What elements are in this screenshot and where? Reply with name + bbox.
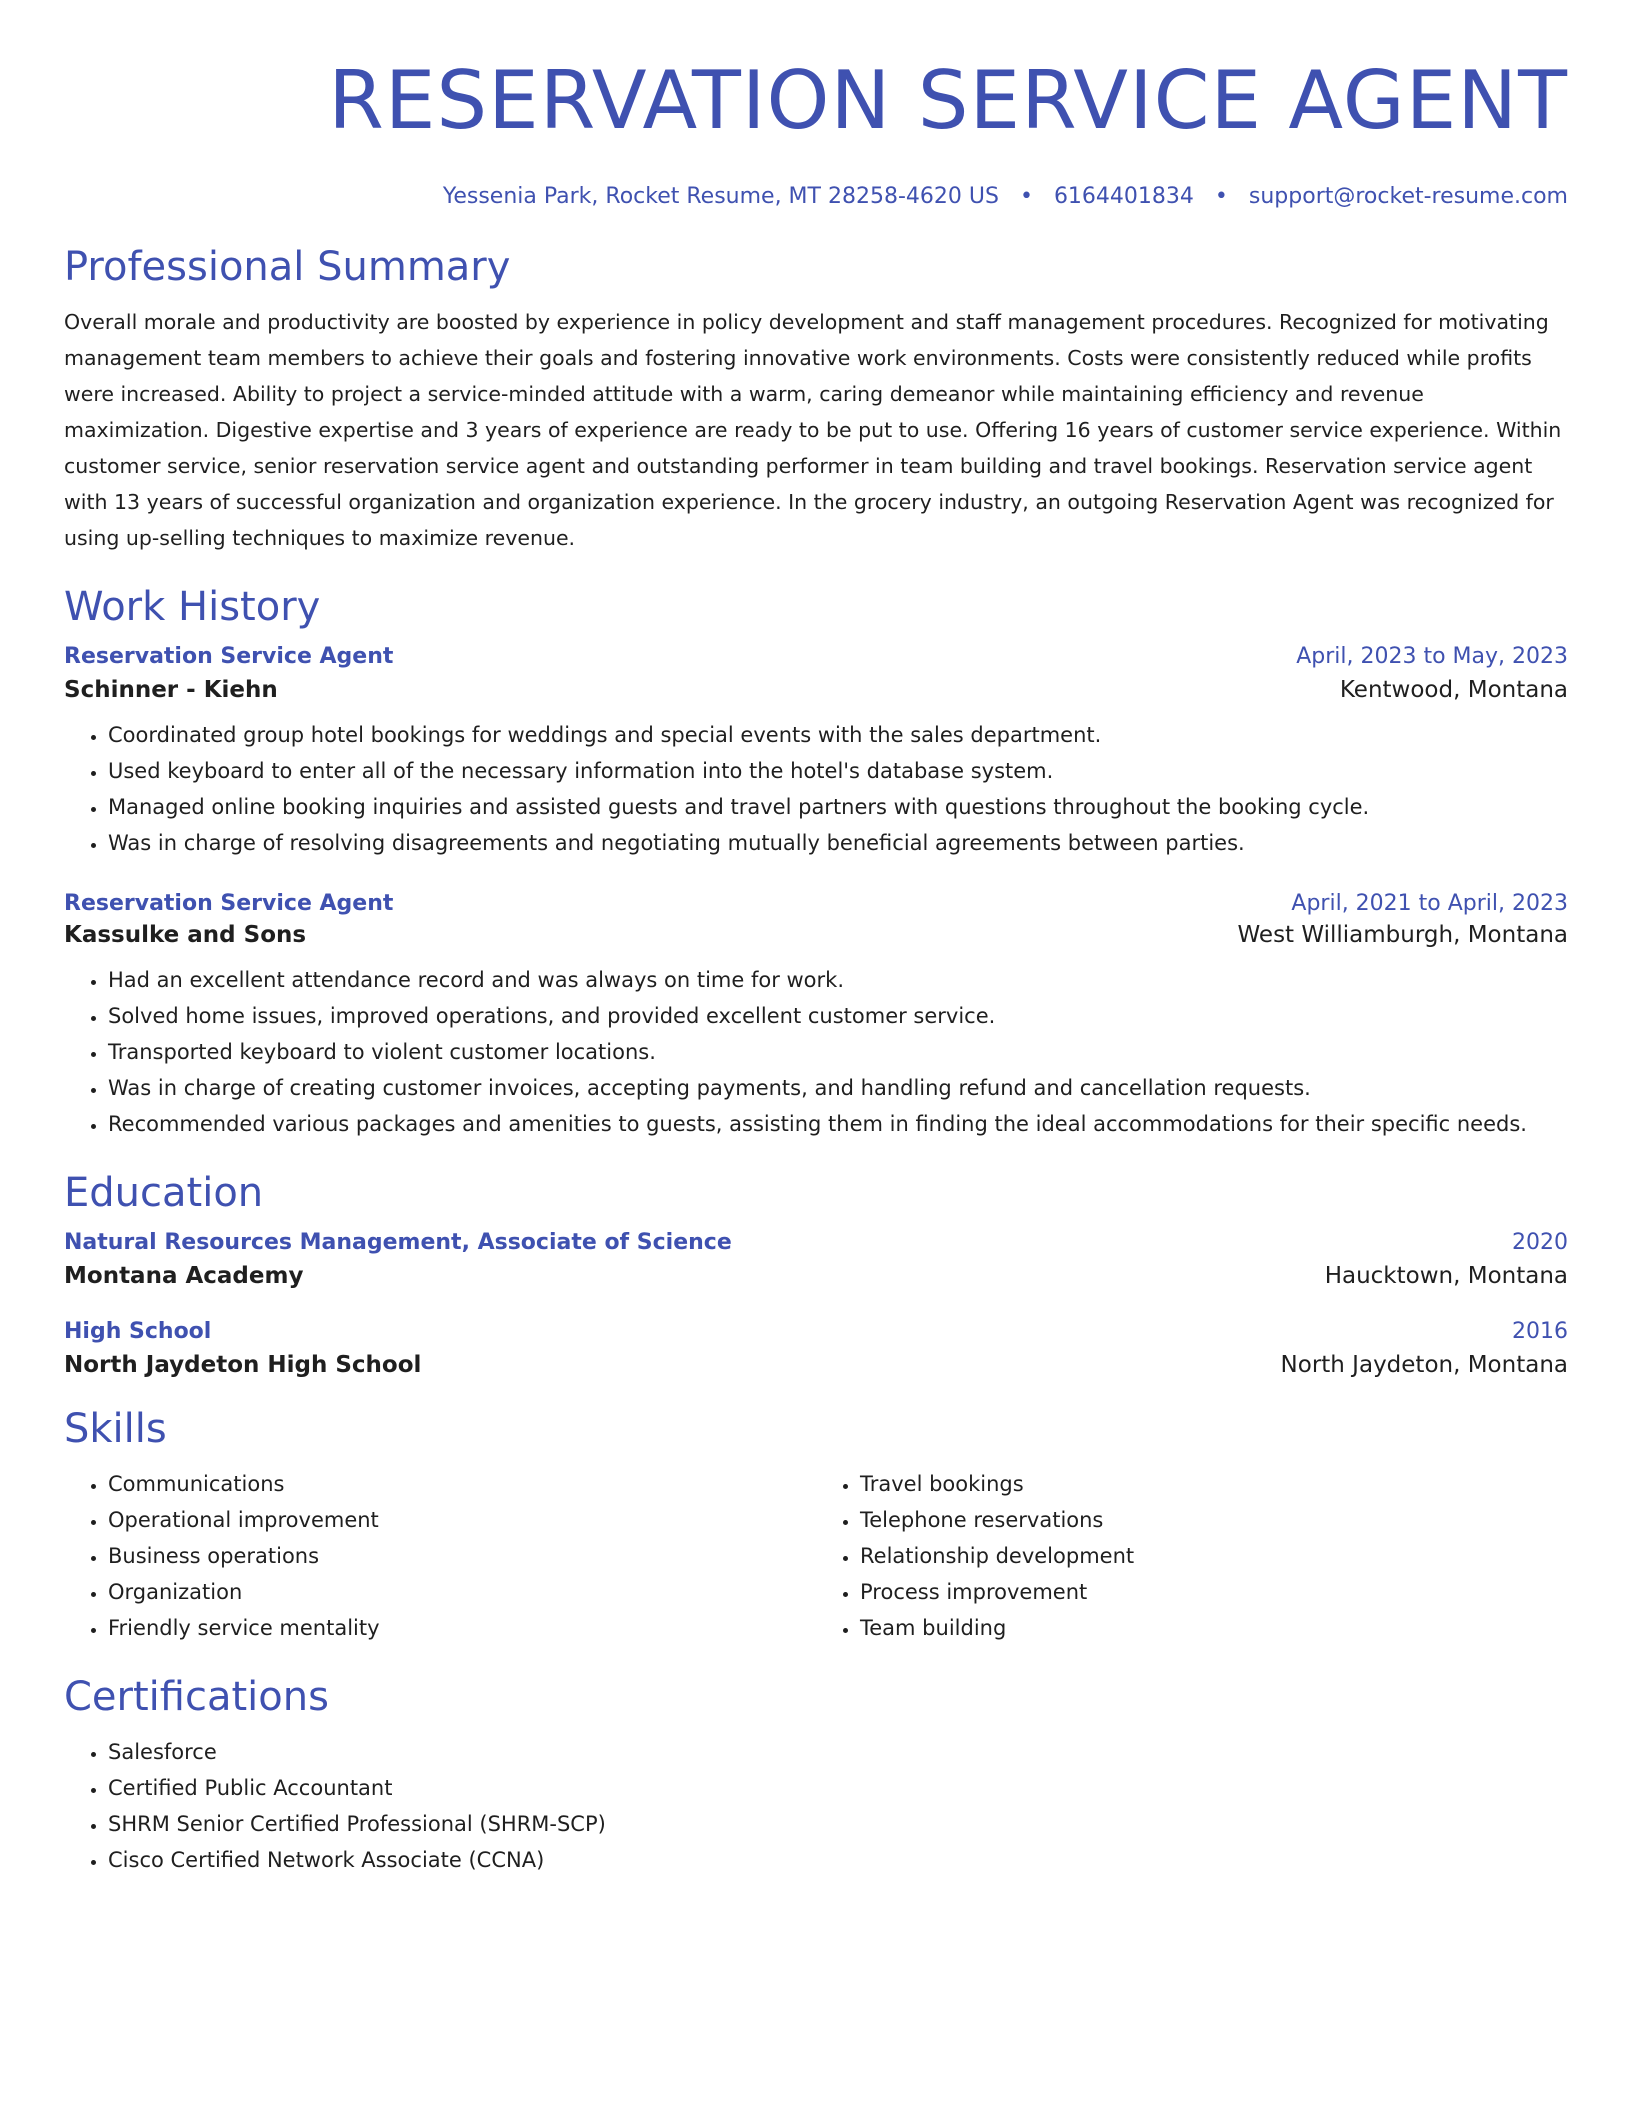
school-name: North Jaydeton High School (64, 1352, 422, 1378)
certifications-title: Certifications (64, 1674, 329, 1720)
job-title-row (64, 891, 1568, 916)
skill-item: • Team building (860, 1610, 1568, 1646)
job-title-heading: RESERVATION SERVICE AGENT (328, 54, 1568, 147)
education-section (64, 1168, 1568, 1378)
skills-columns (64, 1466, 1568, 1646)
job-bullet: • Transported keyboard to violent customer locations. (108, 1034, 1568, 1070)
job-bullet: • Coordinated group hotel bookings for weddings and special events with the sales department. (108, 717, 1568, 753)
job-title: Reservation Service Agent (64, 891, 394, 916)
school-row (64, 1352, 1568, 1378)
contact-phone: 6164401834 (1053, 184, 1194, 209)
degree-name: Natural Resources Management, Associate of Science (64, 1230, 732, 1255)
work-history-title: Work History (64, 584, 321, 630)
employer-name: Schinner - Kiehn (64, 677, 278, 703)
job-employer-row (64, 677, 1568, 703)
summary-section (64, 242, 1568, 556)
school-row (64, 1263, 1568, 1289)
skills-list-right (816, 1466, 1568, 1646)
degree-name: High School (64, 1319, 212, 1344)
employer-name: Kassulke and Sons (64, 922, 307, 948)
graduation-year: 2016 (1512, 1319, 1568, 1344)
skills-section (64, 1404, 1568, 1646)
job-bullets (64, 717, 1568, 861)
school-location: Haucktown, Montana (1324, 1263, 1568, 1289)
education-title: Education (64, 1170, 264, 1216)
job-dates: April, 2023 to May, 2023 (1296, 644, 1568, 669)
skill-item: • Process improvement (860, 1574, 1568, 1610)
job-bullet: • Was in charge of resolving disagreements and negotiating mutually beneficial agreements between parties. (108, 825, 1568, 861)
graduation-year: 2020 (1512, 1230, 1568, 1255)
job-bullet: • Used keyboard to enter all of the necessary information into the hotel's database system. (108, 753, 1568, 789)
skill-item: • Operational improvement (108, 1502, 816, 1538)
contact-line (64, 182, 1568, 212)
skills-title: Skills (64, 1406, 167, 1452)
skill-item: • Friendly service mentality (108, 1610, 816, 1646)
job-bullet: • Was in charge of creating customer invoices, accepting payments, and handling refund and cancellation requests. (108, 1070, 1568, 1106)
skill-item: • Business operations (108, 1538, 816, 1574)
job-bullet: • Had an excellent attendance record and was always on time for work. (108, 962, 1568, 998)
resume-header (64, 0, 1568, 212)
skills-list-left (64, 1466, 816, 1646)
skill-item: • Relationship development (860, 1538, 1568, 1574)
job-location: Kentwood, Montana (1339, 677, 1568, 703)
job-dates: April, 2021 to April, 2023 (1291, 891, 1568, 916)
contact-separator: • (1214, 184, 1228, 209)
certification-item: • SHRM Senior Certified Professional (SHRM-SCP) (108, 1806, 1568, 1842)
job-entry (64, 891, 1568, 1142)
job-bullets (64, 962, 1568, 1142)
certifications-list (64, 1734, 1568, 1878)
education-entry (64, 1319, 1568, 1378)
skill-item: • Organization (108, 1574, 816, 1610)
skill-item: • Telephone reservations (860, 1502, 1568, 1538)
job-title: Reservation Service Agent (64, 644, 394, 669)
school-location: North Jaydeton, Montana (1280, 1352, 1568, 1378)
contact-separator: • (1019, 184, 1033, 209)
degree-row (64, 1319, 1568, 1344)
summary-title: Professional Summary (64, 244, 511, 290)
job-bullet: • Managed online booking inquiries and assisted guests and travel partners with questions throughout the booking cycle. (108, 789, 1568, 825)
skill-item: • Communications (108, 1466, 816, 1502)
skill-item: • Travel bookings (860, 1466, 1568, 1502)
summary-text: Overall morale and productivity are boosted by experience in policy development and staff management procedures. Recognized for motivating management team members to achieve their goals and fostering innovative work environments. Costs were consistently reduced while profits were increased. Ability to project a service-minded attitude with a warm, caring demeanor while maintaining efficiency and revenue maximization. Digestive expertise and 3 years of experience are ready to be put to use. Offering 16 years of customer service experience. Within customer service, senior reservation service agent and outstanding performer in team building and travel bookings. Reservation service agent with 13 years of successful organization and organization experience. In the grocery industry, an outgoing Reservation Agent was recognized for using up-selling techniques to maximize revenue. (64, 310, 1562, 550)
certification-item: • Certified Public Accountant (108, 1770, 1568, 1806)
certification-item: • Cisco Certified Network Associate (CCNA) (108, 1842, 1568, 1878)
contact-email: support@rocket-resume.com (1248, 184, 1568, 209)
job-bullet: • Recommended various packages and amenities to guests, assisting them in finding the ideal accommodations for their specific needs. (108, 1106, 1568, 1142)
job-entry (64, 644, 1568, 861)
contact-address: Yessenia Park, Rocket Resume, MT 28258-4620 US (442, 184, 999, 209)
job-title-row (64, 644, 1568, 669)
certifications-section (64, 1672, 1568, 1878)
certification-item: • Salesforce (108, 1734, 1568, 1770)
education-entry (64, 1230, 1568, 1289)
job-employer-row (64, 922, 1568, 948)
job-location: West Williamburgh, Montana (1237, 922, 1568, 948)
degree-row (64, 1230, 1568, 1255)
school-name: Montana Academy (64, 1263, 304, 1289)
work-history-section (64, 582, 1568, 1142)
job-bullet: • Solved home issues, improved operations, and provided excellent customer service. (108, 998, 1568, 1034)
